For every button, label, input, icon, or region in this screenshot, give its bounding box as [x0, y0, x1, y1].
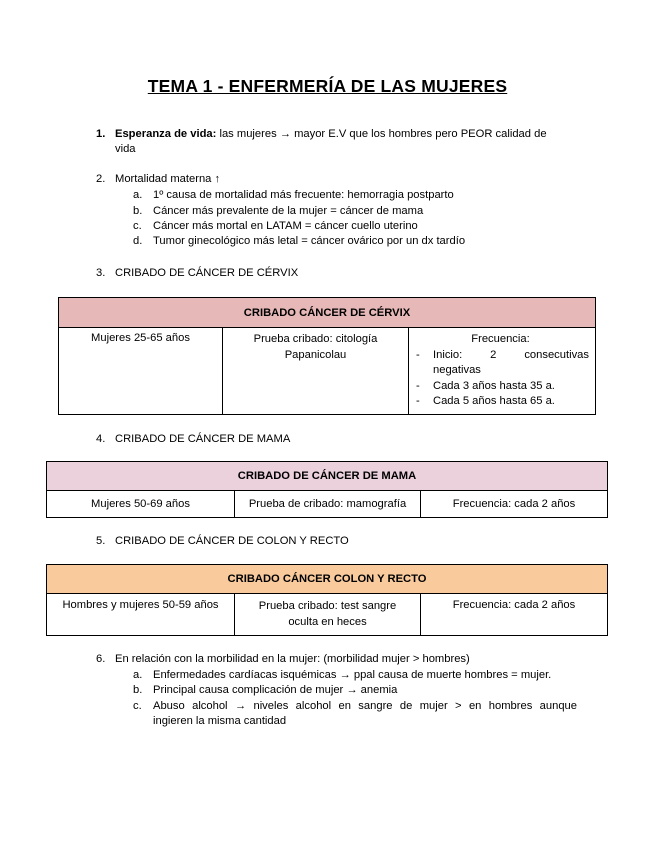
table-header: CRIBADO CÁNCER COLON Y RECTO — [47, 565, 608, 594]
section-text — [115, 127, 581, 157]
frequency-word: consecutivas — [524, 348, 589, 361]
section-number: 6. — [96, 653, 106, 665]
section-6 — [96, 652, 581, 667]
frequency-cell: Frecuencia: cada 2 años — [421, 491, 608, 518]
section-5 — [96, 534, 581, 549]
section-4 — [96, 432, 581, 447]
list-item — [133, 699, 578, 731]
section-number: 5. — [96, 535, 106, 547]
list-line: ingieren la misma cantidad — [153, 715, 287, 727]
section-text: En relación con la morbilidad en la mujer: (morbilidad mujer > hombres) — [115, 653, 470, 665]
test-line: Prueba cribado: citología — [253, 333, 378, 345]
section-line: las mujeres → mayor E.V que los hombres pero PEOR calidad de — [216, 128, 547, 140]
frequency-title: Frecuencia: — [471, 333, 530, 345]
section-number: 3. — [96, 267, 106, 279]
section-line: vida — [115, 143, 136, 155]
test-line: oculta en heces — [288, 615, 367, 628]
breast-screening-table — [46, 461, 608, 518]
section-number: 4. — [96, 433, 106, 445]
section-number: 1. — [96, 128, 106, 140]
list-letter: a. — [133, 669, 143, 681]
list-item — [133, 188, 573, 203]
cervix-screening-table — [58, 297, 596, 415]
list-letter: b. — [133, 684, 143, 696]
population-cell: Mujeres 50-69 años — [47, 491, 235, 518]
section-2 — [96, 172, 581, 187]
list-text: 1º causa de mortalidad más frecuente: hemorragia postparto — [153, 189, 454, 201]
table-header: CRIBADO DE CÁNCER DE MAMA — [47, 462, 608, 491]
frequency-item: - Cada 3 años hasta 35 a. — [412, 379, 589, 395]
frequency-word: - Inicio: — [433, 348, 463, 361]
list-text: Cáncer más mortal en LATAM = cáncer cuello uterino — [153, 220, 418, 232]
list-item — [133, 219, 573, 234]
list-item — [133, 234, 573, 249]
section-text: CRIBADO DE CÁNCER DE CÉRVIX — [115, 267, 299, 279]
section-bold-label: Esperanza de vida: — [115, 128, 217, 140]
list-text — [153, 699, 577, 729]
test-cell: Prueba de cribado: mamografía — [235, 491, 421, 518]
list-line: Abuso alcohol → niveles alcohol en sangre de mujer > en hombres aunque — [153, 700, 577, 712]
page-title: TEMA 1 - ENFERMERÍA DE LAS MUJERES — [147, 76, 508, 96]
list-letter: c. — [133, 700, 142, 712]
section-text: CRIBADO DE CÁNCER DE COLON Y RECTO — [115, 535, 349, 547]
population-cell: Hombres y mujeres 50-59 años — [47, 594, 235, 636]
list-text: Cáncer más prevalente de la mujer = cáncer de mama — [153, 205, 424, 217]
list-item — [133, 683, 578, 698]
section-text: Mortalidad materna ↑ — [115, 173, 221, 185]
frequency-word: 2 — [490, 348, 497, 361]
list-text: Enfermedades cardíacas isquémicas → ppal causa de muerte hombres = mujer. — [153, 669, 552, 681]
list-letter: b. — [133, 205, 143, 217]
section-3 — [96, 266, 581, 281]
table-header: CRIBADO CÁNCER DE CÉRVIX — [59, 298, 596, 328]
list-letter: c. — [133, 220, 142, 232]
list-item — [133, 204, 573, 219]
frequency-cell: Frecuencia: cada 2 años — [421, 594, 608, 636]
section-text: CRIBADO DE CÁNCER DE MAMA — [115, 433, 291, 445]
section-1 — [96, 127, 581, 159]
section-number: 2. — [96, 173, 106, 185]
frequency-word: negativas — [433, 364, 481, 376]
list-letter: d. — [133, 235, 143, 247]
list-text: Principal causa complicación de mujer → anemia — [153, 684, 398, 696]
test-line: Prueba cribado: test sangre — [258, 600, 397, 612]
list-text: Tumor ginecológico más letal = cáncer ovárico por un dx tardío — [153, 235, 466, 247]
frequency-cell — [409, 328, 596, 415]
frequency-item: - Cada 5 años hasta 65 a. — [412, 394, 589, 410]
test-line: Papanicolau — [284, 348, 347, 361]
population-cell: Mujeres 25-65 años — [59, 328, 223, 415]
test-cell — [223, 328, 409, 415]
colon-screening-table — [46, 564, 608, 636]
list-item — [133, 668, 578, 683]
frequency-item — [412, 348, 589, 379]
test-cell — [235, 594, 421, 636]
list-letter: a. — [133, 189, 143, 201]
